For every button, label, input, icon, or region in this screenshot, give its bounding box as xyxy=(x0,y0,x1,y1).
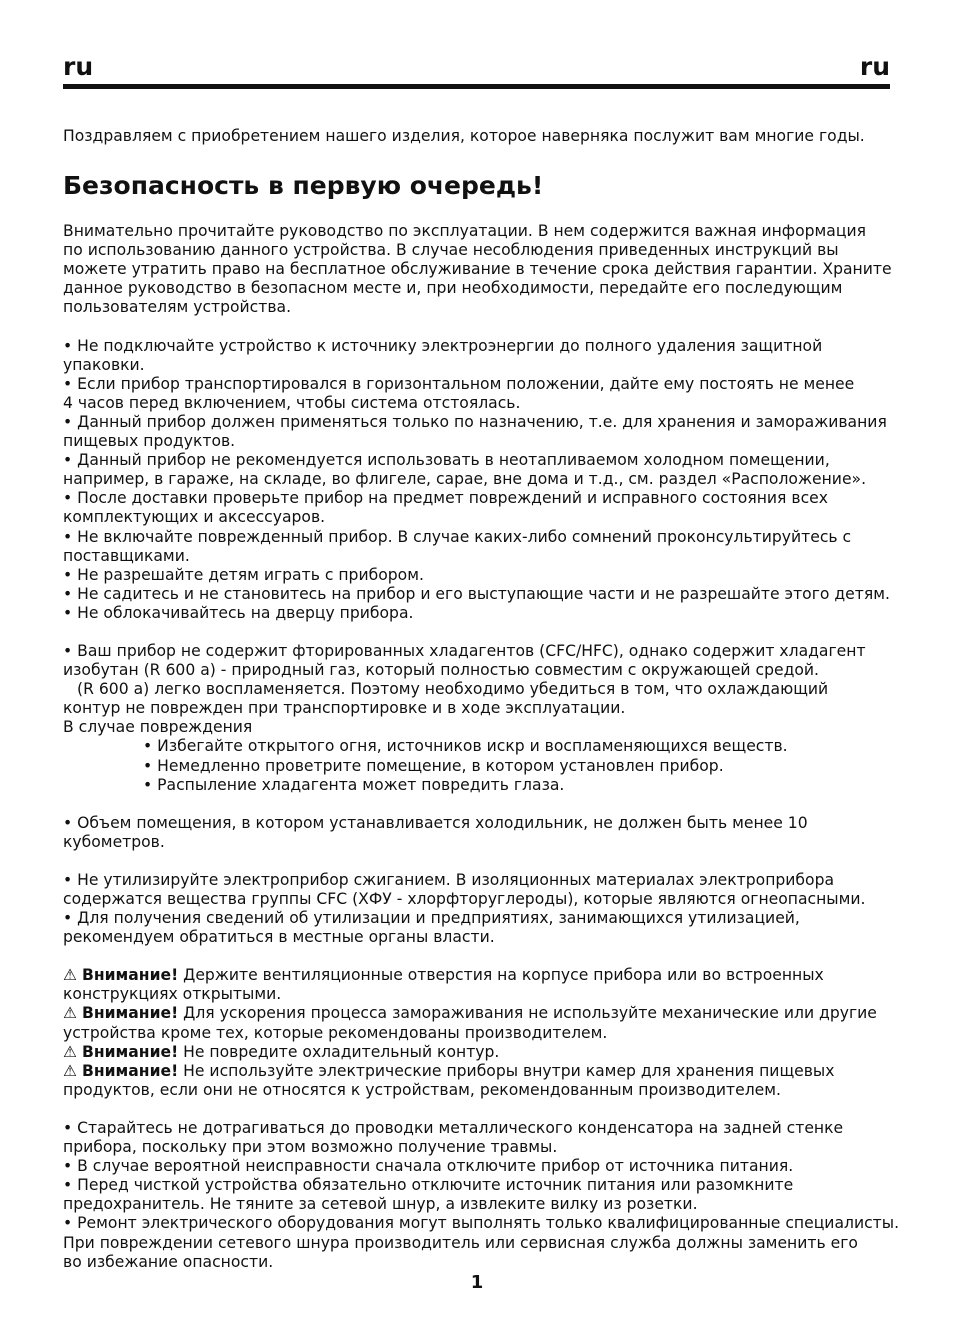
language-code-right: ru xyxy=(859,52,890,81)
text-line: • Данный прибор должен применяться только по назначению, т.е. для хранения и замораживания xyxy=(63,412,887,431)
text-line: комплектующих и аксессуаров. xyxy=(63,508,326,527)
text-line: • Ремонт электрического оборудования могут выполнять только квалифицированные специалисты. xyxy=(63,1214,900,1233)
text-line: • Не подключайте устройство к источнику электроэнергии до полного удаления защитной xyxy=(63,336,823,355)
text-line: • Данный прибор не рекомендуется использовать в неотапливаемом холодном помещении, xyxy=(63,451,830,470)
warning-text: Держите вентиляционные отверстия на корпусе прибора или во встроенных xyxy=(178,966,824,985)
intro-text: Поздравляем с приобретением нашего изделия, которое наверняка послужит вам многие годы. xyxy=(63,127,865,145)
warning-triangle-icon: ⚠ xyxy=(63,1042,77,1061)
text-line: можете утратить право на бесплатное обслуживание в течение срока действия гарантии. Храните xyxy=(63,260,892,279)
paragraph-room-volume xyxy=(63,814,893,852)
list-item: • Избегайте открытого огня, источников искр и воспламеняющихся веществ. xyxy=(143,737,788,756)
text-line: (R 600 a) легко воспламеняется. Поэтому необходимо убедиться в том, что охлаждающий xyxy=(77,680,829,699)
text-line: • Не облокачивайтесь на дверцу прибора. xyxy=(63,603,414,622)
text-line: например, в гараже, на складе, во флигеле, сарае, вне дома и т.д., см. раздел «Расположение». xyxy=(63,470,867,489)
section-title: Безопасность в первую очередь! xyxy=(63,171,544,201)
text-line: кубометров. xyxy=(63,832,165,851)
warning-line xyxy=(63,1062,893,1081)
page-number: 1 xyxy=(470,1272,484,1293)
paragraph-warnings xyxy=(63,966,893,1100)
warning-text: Не используйте электрические приборы внутри камер для хранения пищевых xyxy=(178,1061,835,1080)
warning-line xyxy=(63,1043,893,1062)
text-line: • Не садитесь и не становитесь на прибор и его выступающие части и не разрешайте этого детям. xyxy=(63,584,890,603)
warning-text: Для ускорения процесса замораживания не используйте механические или другие xyxy=(178,1004,877,1023)
text-line: конструкциях открытыми. xyxy=(63,985,282,1004)
list-item: • Распыление хладагента может повредить глаза. xyxy=(143,775,565,794)
text-line: прибора, поскольку при этом возможно получение травмы. xyxy=(63,1138,558,1157)
text-line: • Перед чисткой устройства обязательно отключите источник питания или разомкните xyxy=(63,1176,794,1195)
text-line: поставщиками. xyxy=(63,546,190,565)
paragraph-electrical xyxy=(63,1118,900,1272)
text-line: • Объем помещения, в котором устанавливается холодильник, не должен быть менее 10 xyxy=(63,813,808,832)
text-line: • Если прибор транспортировался в горизонтальном положении, дайте ему постоять не менее xyxy=(63,374,855,393)
paragraph-manual xyxy=(63,222,893,317)
text-line: При повреждении сетевого шнура производитель или сервисная служба должны заменить его xyxy=(63,1233,858,1252)
text-line: • В случае вероятной неисправности сначала отключите прибор от источника питания. xyxy=(63,1157,794,1176)
warning-triangle-icon: ⚠ xyxy=(63,1004,77,1023)
list-item: • Немедленно проветрите помещение, в котором установлен прибор. xyxy=(143,756,724,775)
text-line: содержатся вещества группы CFC (ХФУ - хлорфторуглероды), которые являются огнеопасными. xyxy=(63,890,866,908)
warning-label: Внимание! xyxy=(81,966,179,985)
warning-text: Не повредите охладительный контур. xyxy=(178,1042,500,1061)
warning-label: Внимание! xyxy=(81,1042,179,1061)
text-line: • Не разрешайте детям играть с прибором. xyxy=(63,565,424,584)
text-line: контур не поврежден при транспортировке и в ходе эксплуатации. xyxy=(63,699,626,718)
text-line: В случае повреждения xyxy=(63,718,253,737)
page-content xyxy=(63,127,900,1272)
text-line: во избежание опасности. xyxy=(63,1252,274,1271)
text-line: 4 часов перед включением, чтобы система отстоялась. xyxy=(63,393,521,412)
text-line: • Старайтесь не дотрагиваться до проводки металлического конденсатора на задней стенке xyxy=(63,1118,844,1137)
language-code-left: ru xyxy=(63,52,94,81)
text-line: упаковки. xyxy=(63,355,145,374)
text-line: изобутан (R 600 a) - природный газ, который полностью совместим с окружающей средой. xyxy=(63,661,820,680)
text-line: по использованию данного устройства. В случае несоблюдения приведенных инструкций вы xyxy=(63,241,839,260)
paragraph-safety-list xyxy=(63,337,893,623)
page-header xyxy=(63,52,890,86)
text-line: Внимательно прочитайте руководство по эксплуатации. В нем содержится важная информация xyxy=(63,222,866,241)
text-line: устройства кроме тех, которые рекомендованы производителем. xyxy=(63,1023,608,1042)
text-line: продуктов, если они не относятся к устройствам, рекомендованным производителем. xyxy=(63,1080,781,1099)
text-line: • Не включайте поврежденный прибор. В случае каких-либо сомнений проконсультируйтесь с xyxy=(63,527,852,546)
paragraph-disposal xyxy=(63,871,893,947)
warning-label: Внимание! xyxy=(81,1004,179,1023)
text-line: данное руководство в безопасном месте и, при необходимости, передайте его последующим xyxy=(63,279,843,298)
text-line: пищевых продуктов. xyxy=(63,432,236,451)
text-line: • Не утилизируйте электроприбор сжиганием. В изоляционных материалах электроприбора xyxy=(63,870,835,889)
warning-triangle-icon: ⚠ xyxy=(63,966,77,985)
text-line: • Ваш прибор не содержит фторированных хладагентов (CFC/HFC), однако содержит хладагент xyxy=(63,641,866,660)
text-line: пользователям устройства. xyxy=(63,298,292,317)
paragraph-refrigerant xyxy=(63,642,893,795)
warning-line xyxy=(63,966,893,985)
warning-line xyxy=(63,1004,893,1023)
text-line: • Для получения сведений об утилизации и предприятиях, занимающихся утилизацией, xyxy=(63,909,800,928)
text-line: рекомендуем обратиться в местные органы власти. xyxy=(63,928,495,947)
warning-triangle-icon: ⚠ xyxy=(63,1061,77,1080)
warning-label: Внимание! xyxy=(81,1061,179,1080)
text-line: предохранитель. Не тяните за сетевой шнур, а извлеките вилку из розетки. xyxy=(63,1195,698,1214)
text-line: • После доставки проверьте прибор на предмет повреждений и исправного состояния всех xyxy=(63,489,828,508)
header-rule xyxy=(63,84,890,89)
